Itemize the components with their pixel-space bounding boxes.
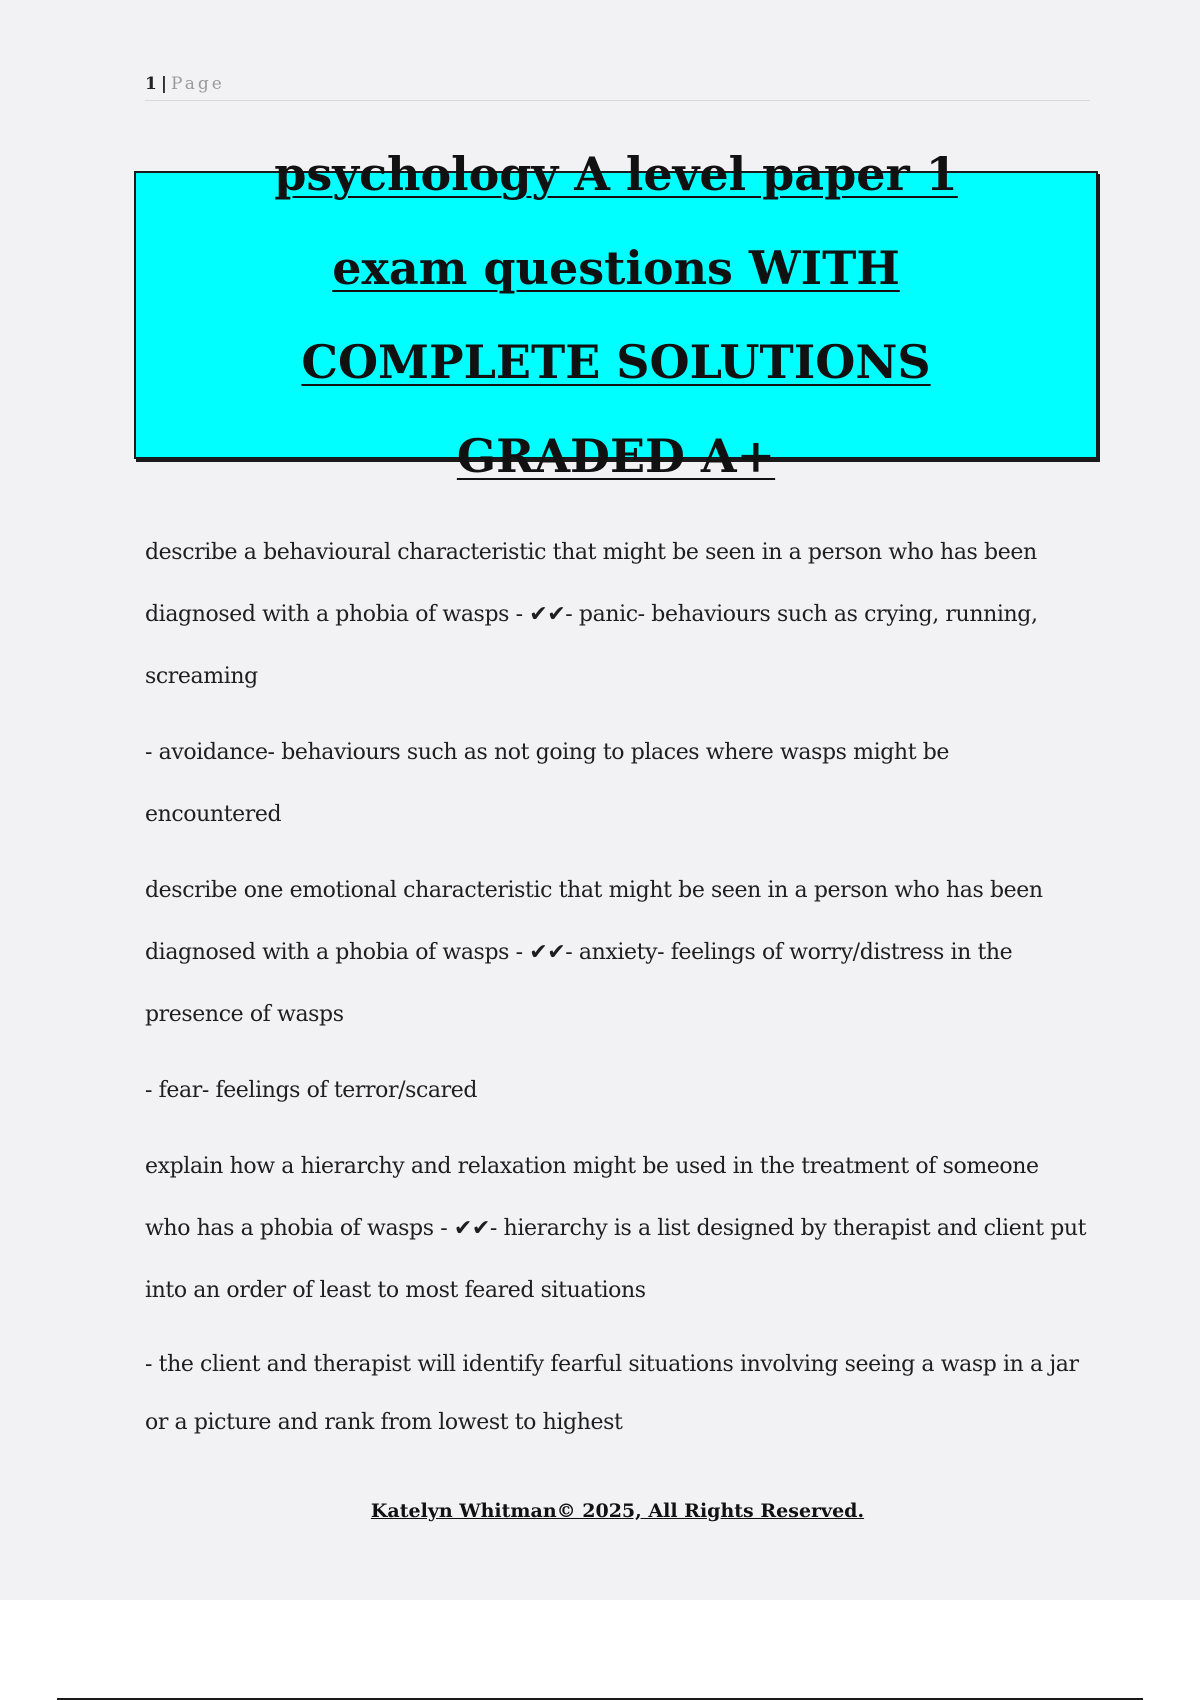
- page-number: 1: [145, 74, 157, 94]
- paragraph-client-therapist: - the client and therapist will identify fearful situations involving seeing a wasp in a jar or a picture and rank from lowest to highest: [145, 1352, 1079, 1435]
- paragraph-emotional-question: describe one emotional characteristic that might be seen in a person who has been diagnosed with a phobia of wasps - ✔✔- anxiety- feelings of worry/distress in the presence of wasps: [145, 878, 1043, 1027]
- paragraph-fear: - fear- feelings of terror/scared: [145, 1078, 478, 1103]
- page-separator: |: [160, 74, 168, 94]
- paragraph-hierarchy-question: explain how a hierarchy and relaxation might be used in the treatment of someone who has a phobia of wasps - ✔✔- hierarchy is a list designed by therapist and client put into an order of least to most feared situations: [145, 1154, 1087, 1303]
- page-header: [145, 72, 1090, 101]
- title-box: [134, 147, 1098, 483]
- copyright-footer: Katelyn Whitman© 2025, All Rights Reserved.: [370, 1500, 865, 1522]
- paragraph-avoidance: - avoidance- behaviours such as not going to places where wasps might be encountered: [145, 740, 950, 827]
- page-label: Page: [171, 74, 225, 94]
- document-title: psychology A level paper 1 exam questions WITH COMPLETE SOLUTIONS GRADED A+: [274, 147, 958, 483]
- document-body: [145, 522, 1090, 1452]
- paragraph-behavioural-question: describe a behavioural characteristic that might be seen in a person who has been diagnosed with a phobia of wasps - ✔✔- panic- behaviours such as crying, running, screaming: [145, 540, 1038, 689]
